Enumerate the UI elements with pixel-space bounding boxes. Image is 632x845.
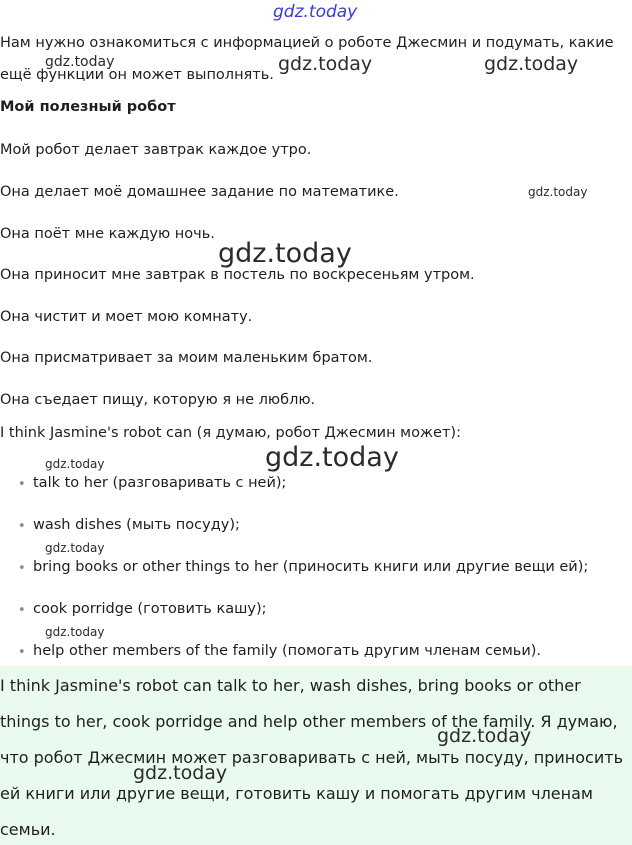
watermark: gdz.today: [484, 53, 579, 75]
watermark: gdz.today: [45, 457, 105, 471]
bullet-dot-icon: •: [18, 477, 26, 492]
bullet-dot-icon: •: [18, 603, 26, 618]
bullet-dot-icon: •: [18, 645, 26, 660]
sentence: Она делает моё домашнее задание по математике.: [0, 184, 399, 200]
watermark: gdz.today: [133, 762, 228, 784]
watermark: gdz.today: [218, 238, 352, 269]
sentence: Она приносит мне завтрак в постель по воскресеньям утром.: [0, 267, 475, 283]
watermark-top: gdz.today: [273, 2, 358, 22]
sentence: Она присматривает за моим маленьким братом.: [0, 350, 373, 366]
watermark: gdz.today: [45, 54, 115, 70]
intro-line-1: Нам нужно ознакомиться с информацией о роботе Джесмин и подумать, какие: [0, 35, 614, 51]
section-heading: Мой полезный робот: [0, 99, 176, 115]
answer-line: семьи.: [0, 820, 56, 839]
bullet-dot-icon: •: [18, 519, 26, 534]
sentence: Мой робот делает завтрак каждое утро.: [0, 142, 312, 158]
sentence: Она поёт мне каждую ночь.: [0, 226, 215, 242]
watermark: gdz.today: [278, 53, 373, 75]
sentence: Она съедает пищу, которую я не люблю.: [0, 392, 316, 408]
sentence: Она чистит и моет мою комнату.: [0, 309, 253, 325]
watermark: gdz.today: [528, 185, 588, 199]
intro-line-2: ещё функции он может выполнять.: [0, 67, 274, 83]
bullet-dot-icon: •: [18, 561, 26, 576]
list-item: talk to her (разговаривать с ней);: [33, 475, 287, 491]
list-item: wash dishes (мыть посуду);: [33, 517, 240, 533]
answer-block: [0, 666, 632, 845]
answer-line: что робот Джесмин может разговаривать с ней, мыть посуду, приносить: [0, 748, 623, 767]
list-intro: I think Jasmine's robot can (я думаю, робот Джесмин может):: [0, 425, 461, 441]
watermark: gdz.today: [45, 625, 105, 639]
watermark: gdz.today: [265, 442, 399, 473]
watermark: gdz.today: [45, 541, 105, 555]
list-item: cook porridge (готовить кашу);: [33, 601, 267, 617]
answer-line: ей книги или другие вещи, готовить кашу и помогать другим членам: [0, 784, 593, 803]
answer-line: I think Jasmine's robot can talk to her, wash dishes, bring books or other: [0, 676, 581, 695]
answer-line: things to her, cook porridge and help other members of the family. Я думаю,: [0, 712, 618, 731]
watermark: gdz.today: [437, 725, 532, 747]
list-item: bring books or other things to her (приносить книги или другие вещи ей);: [33, 559, 589, 575]
list-item: help other members of the family (помогать другим членам семьи).: [33, 643, 542, 659]
